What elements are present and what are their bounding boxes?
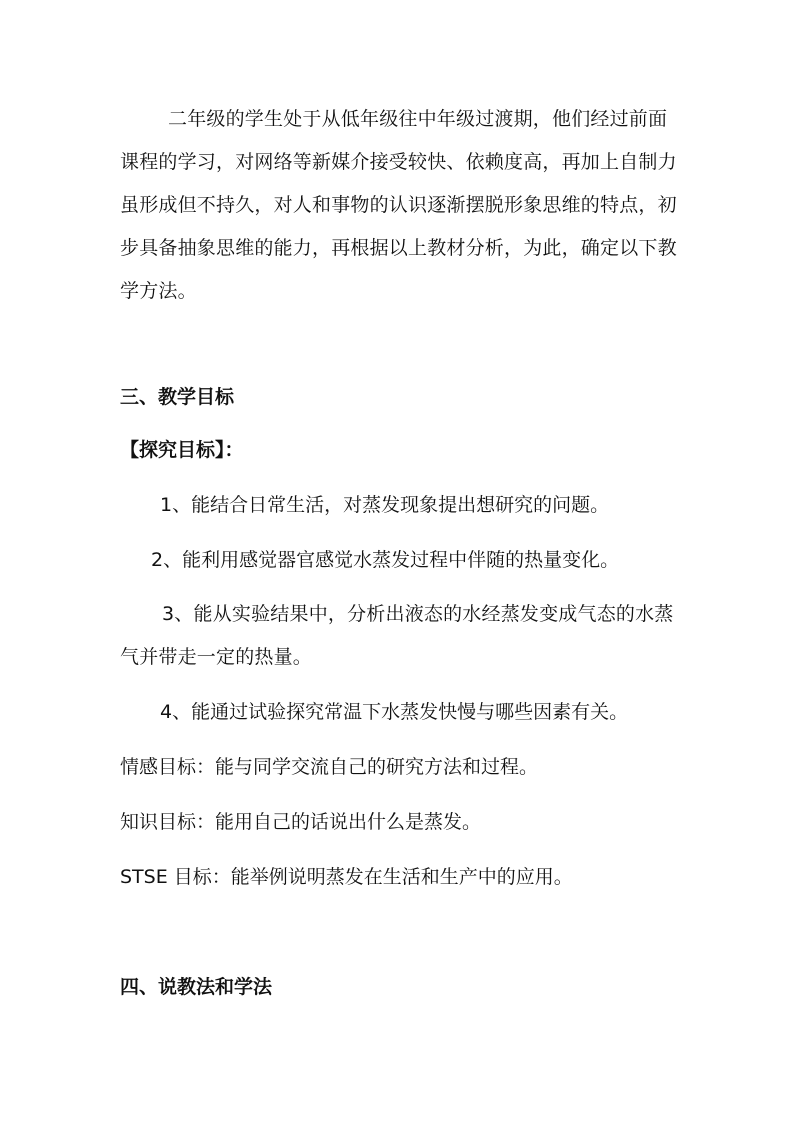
knowledge-goal: 知识目标：能用自己的话说出什么是蒸发。 xyxy=(120,811,482,833)
intro-paragraph: 二年级的学生处于从低年级往中年级过渡期，他们经过前面课程的学习，对网络等新媒介接受较快、依赖度高，再加上自制力虽形成但不持久，对人和事物的认识逐渐摆脱形象思维的特点，初步具备抽象思维的能力，再根据以上教材分析，为此，确定以下教学方法。 xyxy=(120,108,677,302)
section-4-title: 四、说教法和学法 xyxy=(120,976,273,998)
explore-goal-item-4: 4、能通过试验探究常温下水蒸发快慢与哪些因素有关。 xyxy=(160,701,629,723)
section-3-title: 三、教学目标 xyxy=(120,386,235,408)
explore-goals-title: 【探究目标】： xyxy=(120,439,244,461)
emotion-goal: 情感目标：能与同学交流自己的研究方法和过程。 xyxy=(120,756,539,778)
explore-goal-item-3: 3、能从实验结果中，分析出液态的水经蒸发变成气态的水蒸气并带走一定的热量。 xyxy=(120,603,674,668)
explore-goal-item-2: 2、能利用感觉器官感觉水蒸发过程中伴随的热量变化。 xyxy=(151,549,620,571)
explore-goal-item-1: 1、能结合日常生活，对蒸发现象提出想研究的问题。 xyxy=(160,494,610,516)
stse-goal: STSE 目标：能举例说明蒸发在生活和生产中的应用。 xyxy=(120,866,573,888)
